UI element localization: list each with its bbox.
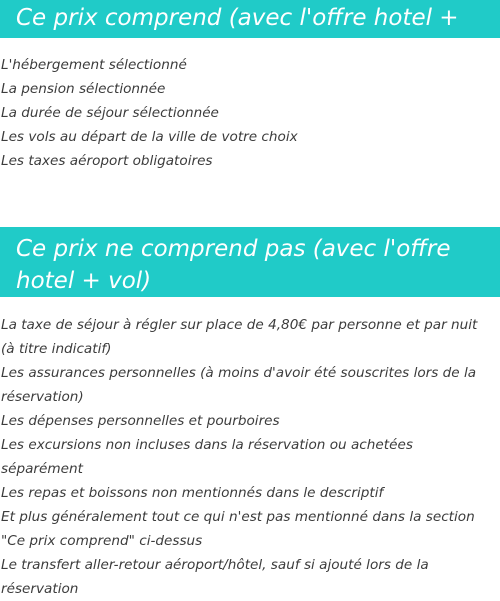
- includes-section: [0, 0, 500, 173]
- list-item: Le transfert aller-retour aéroport/hôtel, sauf si ajouté lors de la réservation: [1, 557, 429, 597]
- list-item: L'hébergement sélectionné: [1, 57, 187, 73]
- list-item: Les vols au départ de la ville de votre choix: [1, 129, 298, 145]
- excludes-list: [0, 313, 500, 601]
- includes-section-title: Ce prix comprend (avec l'offre hotel + vol): [0, 0, 500, 38]
- list-item: Les assurances personnelles (à moins d'avoir été souscrites lors de la réservation): [1, 365, 477, 405]
- list-item: Les excursions non incluses dans la réservation ou achetées séparément: [1, 437, 413, 477]
- list-item: La durée de séjour sélectionnée: [1, 105, 219, 121]
- excludes-section-title: Ce prix ne comprend pas (avec l'offre hotel + vol): [0, 227, 500, 297]
- list-item: La taxe de séjour à régler sur place de 4,80€ par personne et par nuit (à titre indicatif): [1, 317, 478, 357]
- excludes-section: [0, 227, 500, 601]
- list-item: Et plus généralement tout ce qui n'est pas mentionné dans la section "Ce prix comprend" ci-dessus: [1, 509, 475, 549]
- list-item: Les taxes aéroport obligatoires: [1, 153, 213, 169]
- list-item: Les dépenses personnelles et pourboires: [1, 413, 280, 429]
- list-item: Les repas et boissons non mentionnés dans le descriptif: [1, 485, 384, 501]
- list-item: La pension sélectionnée: [1, 81, 166, 97]
- includes-list: [0, 53, 500, 173]
